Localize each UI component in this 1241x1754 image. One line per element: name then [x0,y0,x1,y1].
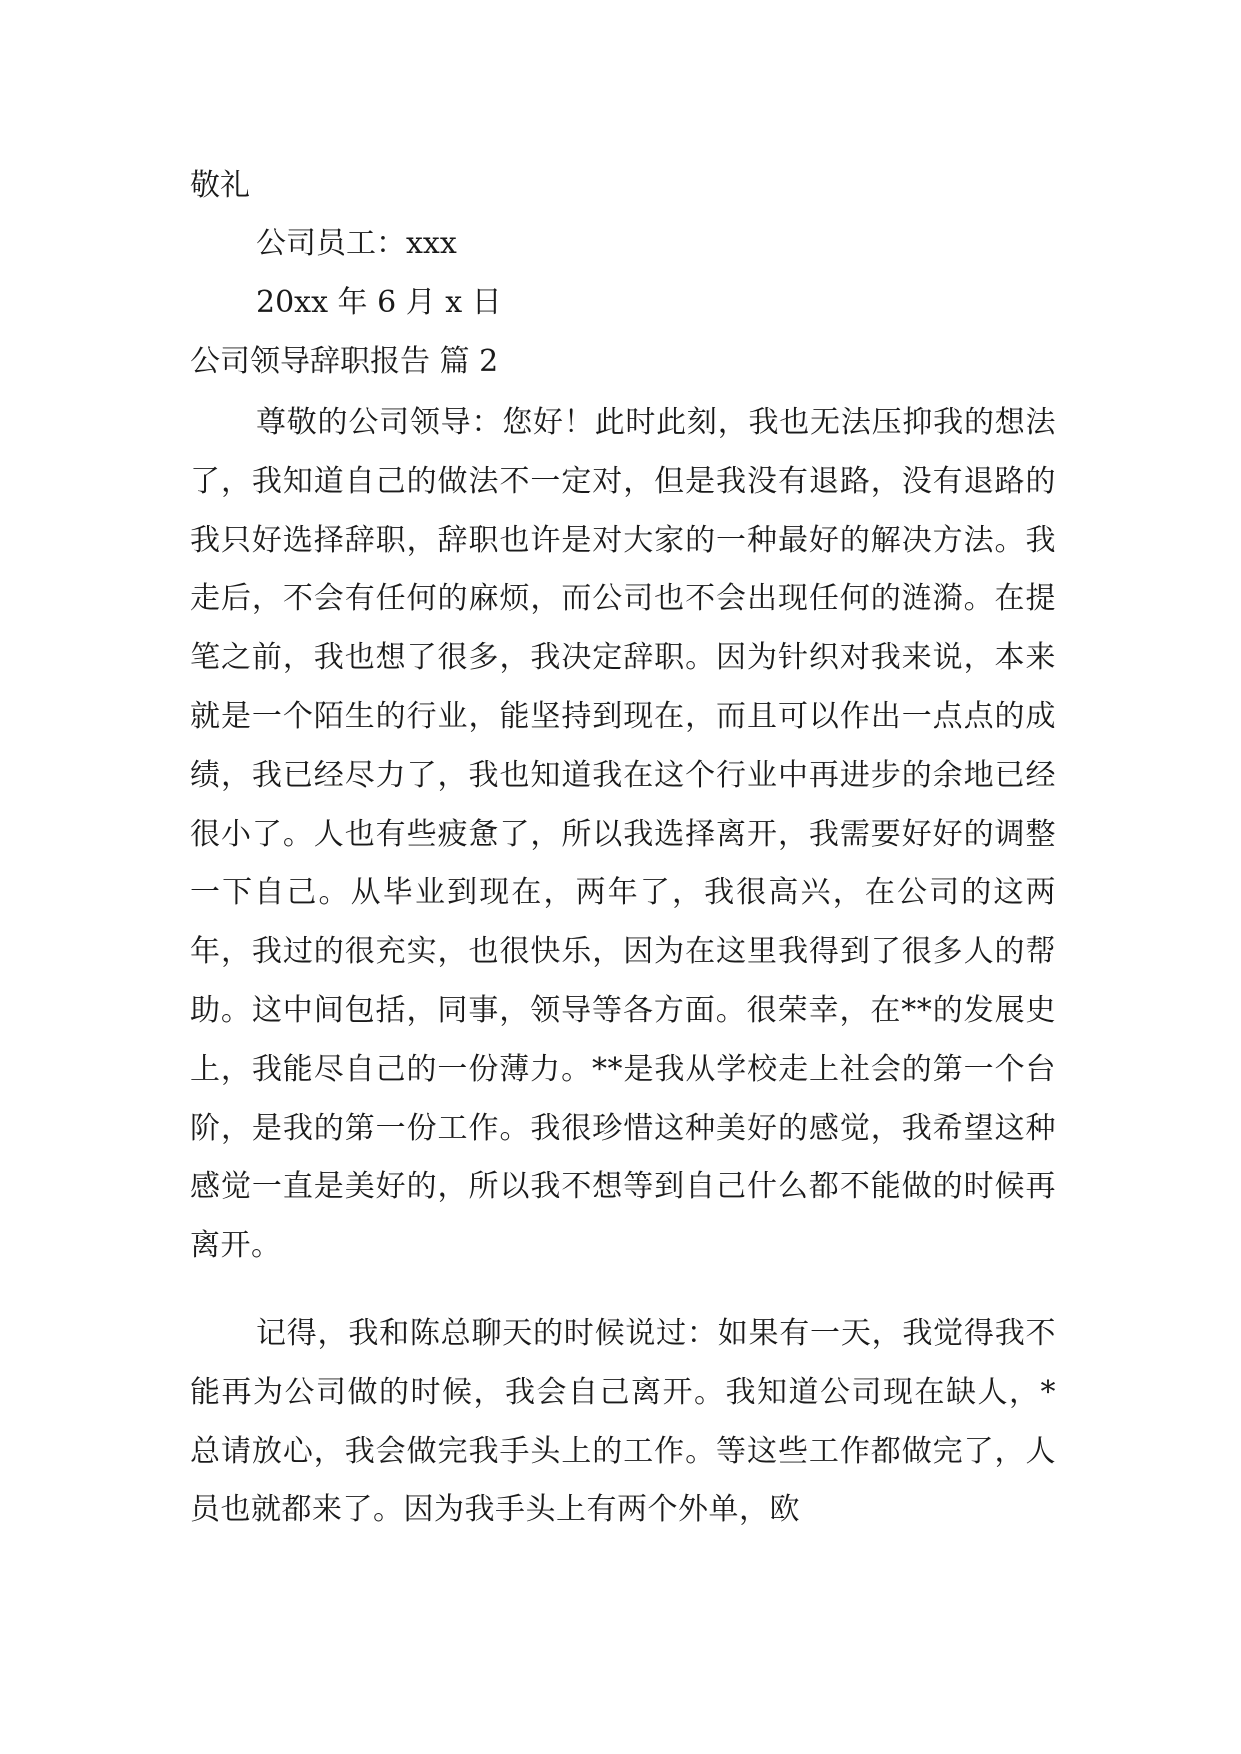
body-paragraph-2: 记得，我和陈总聊天的时候说过：如果有一天，我觉得我不能再为公司做的时候，我会自己离开。我知道公司现在缺人，*总请放心，我会做完我手头上的工作。等这些工作都做完了，人员也就都来了。因为我手头上有两个外单，欧 [190,1316,1056,1528]
body-paragraph-1: 尊敬的公司领导：您好！此时此刻，我也无法压抑我的想法了，我知道自己的做法不一定对，但是我没有退路，没有退路的我只好选择辞职，辞职也许是对大家的一种最好的解决方法。我走后，不会有任何的麻烦，而公司也不会出现任何的涟漪。在提笔之前，我也想了很多，我决定辞职。因为针织对我来说，本来就是一个陌生的行业，能坚持到现在，而且可以作出一点点的成绩，我已经尽力了，我也知道我在这个行业中再进步的余地已经很小了。人也有些疲惫了，所以我选择离开，我需要好好的调整一下自己。从毕业到现在，两年了，我很高兴，在公司的这两年，我过的很充实，也很快乐，因为在这里我得到了很多人的帮助。这中间包括，同事，领导等各方面。很荣幸，在**的发展史上，我能尽自己的一份薄力。**是我从学校走上社会的第一个台阶，是我的第一份工作。我很珍惜这种美好的感觉，我希望这种感觉一直是美好的，所以我不想等到自己什么都不能做的时候再离开。 [190,405,1056,1264]
signature-date: 20xx 年 6 月 x 日 [256,285,502,320]
closing-salutation: 敬礼 [190,168,250,203]
section-heading: 公司领导辞职报告 篇 2 [190,344,499,379]
signature-name: 公司员工：xxx [256,226,457,261]
